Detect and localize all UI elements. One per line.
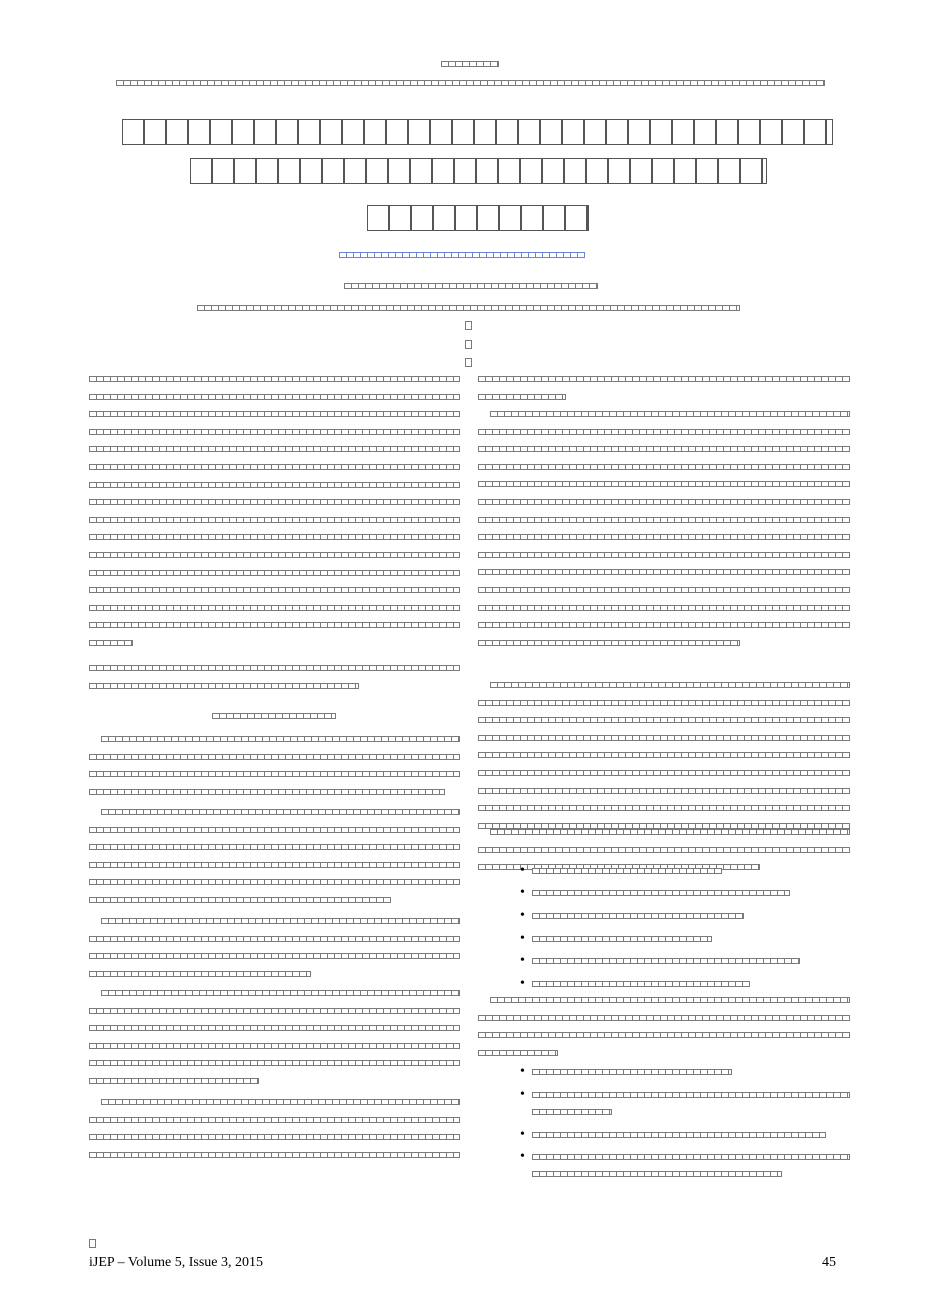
footer-spacer-glyph — [89, 1239, 96, 1248]
body-line — [89, 1060, 460, 1066]
title-line — [190, 158, 767, 184]
bullet-marker: • — [520, 1087, 525, 1102]
body-line — [101, 809, 460, 815]
body-line — [89, 953, 460, 959]
body-line — [101, 918, 460, 924]
body-line — [478, 587, 850, 593]
body-line — [89, 971, 311, 977]
list-item — [532, 981, 750, 987]
body-line — [89, 771, 460, 777]
body-line — [89, 1043, 460, 1049]
body-line — [478, 622, 850, 628]
body-line — [490, 682, 850, 688]
body-line — [101, 1099, 460, 1105]
body-line — [478, 1032, 850, 1038]
body-line — [478, 805, 850, 811]
body-line — [89, 1025, 460, 1031]
body-line — [478, 464, 850, 470]
body-line — [89, 897, 391, 903]
body-line — [89, 1134, 460, 1140]
body-line — [478, 499, 850, 505]
body-line — [89, 862, 460, 868]
bullet-marker: • — [520, 1127, 525, 1142]
section-heading — [212, 713, 336, 719]
body-line — [478, 481, 850, 487]
body-line — [478, 534, 850, 540]
body-line — [89, 879, 460, 885]
authors — [344, 283, 598, 289]
body-line — [478, 735, 850, 741]
body-line — [478, 569, 850, 575]
body-line — [478, 700, 850, 706]
body-line — [490, 997, 850, 1003]
index-terms-line — [89, 665, 460, 671]
list-item — [532, 1132, 826, 1138]
title-line — [122, 119, 833, 145]
list-item — [532, 1154, 850, 1160]
affiliation — [197, 305, 740, 311]
body-line — [89, 936, 460, 942]
abstract-line — [89, 640, 133, 646]
bullet-marker: • — [520, 1149, 525, 1164]
bullet-marker: • — [520, 931, 525, 946]
body-line — [478, 717, 850, 723]
body-line — [478, 640, 740, 646]
abstract-line — [89, 376, 460, 382]
body-line — [101, 990, 460, 996]
abstract-line — [89, 464, 460, 470]
abstract-line — [89, 622, 460, 628]
list-item — [532, 913, 744, 919]
abstract-line — [89, 570, 460, 576]
abstract-line — [89, 394, 460, 400]
list-item — [532, 958, 800, 964]
body-line — [478, 394, 566, 400]
bullet-marker: • — [520, 976, 525, 991]
page-number: 45 — [822, 1255, 836, 1270]
list-item — [532, 1092, 850, 1098]
body-line — [89, 754, 460, 760]
body-line — [490, 411, 850, 417]
index-terms-line — [89, 683, 359, 689]
list-item — [532, 1069, 732, 1075]
body-line — [89, 844, 460, 850]
bullet-marker: • — [520, 953, 525, 968]
bullet-marker: • — [520, 1064, 525, 1079]
body-line — [478, 429, 850, 435]
abstract-line — [89, 411, 460, 417]
body-line — [89, 1008, 460, 1014]
body-line — [478, 823, 850, 829]
body-line — [89, 1117, 460, 1123]
abstract-line — [89, 499, 460, 505]
abstract-line — [89, 517, 460, 523]
running-header-line — [116, 80, 825, 86]
body-line — [490, 829, 850, 835]
abstract-line — [89, 552, 460, 558]
title-line — [367, 205, 589, 231]
body-line — [101, 736, 460, 742]
body-line — [478, 552, 850, 558]
abstract-line — [89, 534, 460, 540]
article-link[interactable] — [339, 252, 585, 258]
abstract-line — [89, 429, 460, 435]
body-line — [478, 1015, 850, 1021]
body-line — [478, 446, 850, 452]
spacer-glyph — [465, 358, 472, 367]
footer-journal: iJEP – Volume 5, Issue 3, 2015 — [89, 1255, 263, 1270]
body-line — [478, 376, 850, 382]
body-line — [478, 788, 850, 794]
body-line — [89, 1152, 460, 1158]
body-line — [478, 605, 850, 611]
abstract-line — [89, 446, 460, 452]
spacer-glyph — [465, 340, 472, 349]
bullet-marker: • — [520, 908, 525, 923]
running-header-label — [441, 61, 499, 67]
abstract-line — [89, 587, 460, 593]
body-line — [478, 847, 850, 853]
bullet-marker: • — [520, 885, 525, 900]
body-line — [478, 517, 850, 523]
body-line — [478, 1050, 558, 1056]
spacer-glyph — [465, 321, 472, 330]
body-line — [89, 1078, 259, 1084]
list-item — [532, 936, 712, 942]
list-item — [532, 868, 722, 874]
list-item — [532, 1109, 612, 1115]
abstract-line — [89, 482, 460, 488]
body-line — [478, 752, 850, 758]
body-line — [89, 789, 445, 795]
list-item — [532, 890, 790, 896]
bullet-marker: • — [520, 863, 525, 878]
abstract-line — [89, 605, 460, 611]
list-item — [532, 1171, 782, 1177]
body-line — [478, 770, 850, 776]
body-line — [89, 827, 460, 833]
